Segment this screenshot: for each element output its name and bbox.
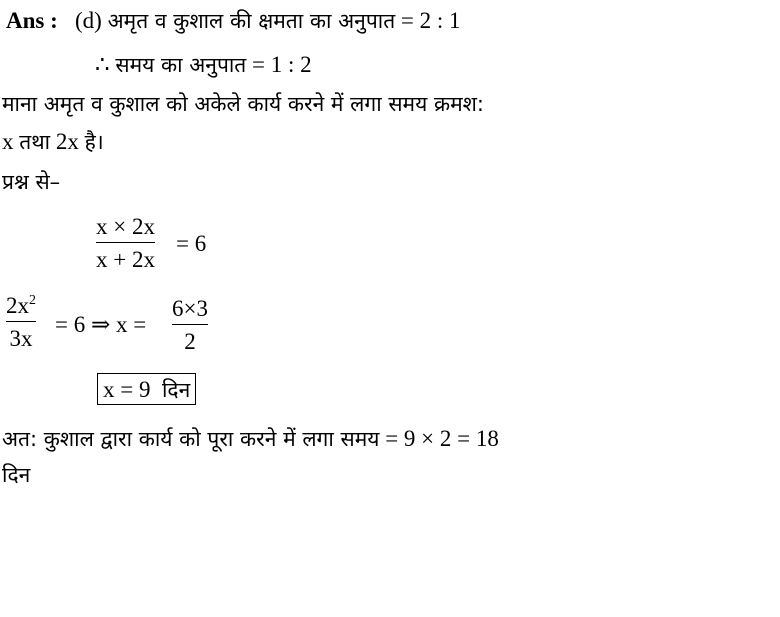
conclusion-math: = 9 × 2 = 18 bbox=[385, 426, 499, 451]
assumption-line-2 bbox=[2, 130, 104, 153]
conclusion-text: अत: कुशाल द्वारा कार्य को पूरा करने में लगा समय bbox=[2, 427, 380, 451]
equation1-rhs: = 6 bbox=[176, 231, 207, 256]
from-question: प्रश्न से– bbox=[2, 170, 61, 194]
variable-x: x bbox=[2, 129, 14, 154]
equation1-fraction bbox=[96, 215, 155, 271]
assumption-line-1: माना अमृत व कुशाल को अकेले कार्य करने में लगा समय क्रमश: bbox=[2, 92, 484, 116]
equation2-right-denominator: 2 bbox=[184, 329, 196, 354]
equation2-numerator-base: 2x bbox=[6, 293, 29, 318]
result-math: x = 9 bbox=[103, 377, 151, 402]
equation2-right-numerator: 6×3 bbox=[172, 296, 208, 321]
conclusion-line-2: दिन bbox=[2, 463, 31, 487]
equation2-exponent: 2 bbox=[29, 293, 36, 308]
equation2-left-denominator: 3x bbox=[9, 326, 33, 351]
therefore-statement: समय का अनुपात bbox=[115, 53, 247, 77]
answer-ratio: = 2 : 1 bbox=[400, 8, 461, 33]
sentence-end: है। bbox=[84, 130, 104, 154]
conclusion-line-1 bbox=[2, 427, 499, 450]
therefore-symbol: ∴ bbox=[95, 52, 110, 77]
therefore-ratio: = 1 : 2 bbox=[252, 52, 312, 77]
result-unit: दिन bbox=[161, 378, 191, 402]
equation1-numerator: x × 2x bbox=[96, 214, 155, 239]
fraction-bar bbox=[172, 324, 208, 325]
equation2-fraction-right bbox=[172, 297, 208, 353]
answer-label: Ans : bbox=[6, 8, 58, 33]
equation2-fraction-left bbox=[6, 294, 36, 350]
fraction-bar bbox=[96, 242, 155, 243]
answer-line bbox=[6, 9, 461, 32]
variable-2x: 2x bbox=[55, 129, 79, 154]
equation2-left-numerator bbox=[6, 294, 36, 317]
fraction-bar bbox=[6, 321, 36, 322]
result-box bbox=[97, 373, 196, 405]
equation2-middle: = 6 ⇒ x = bbox=[55, 312, 147, 337]
therefore-line bbox=[95, 53, 312, 76]
answer-statement: अमृत व कुशाल की क्षमता का अनुपात bbox=[107, 9, 396, 33]
equation1-denominator: x + 2x bbox=[96, 247, 155, 272]
answer-option: (d) bbox=[75, 8, 102, 33]
connector-text: तथा bbox=[19, 130, 51, 154]
